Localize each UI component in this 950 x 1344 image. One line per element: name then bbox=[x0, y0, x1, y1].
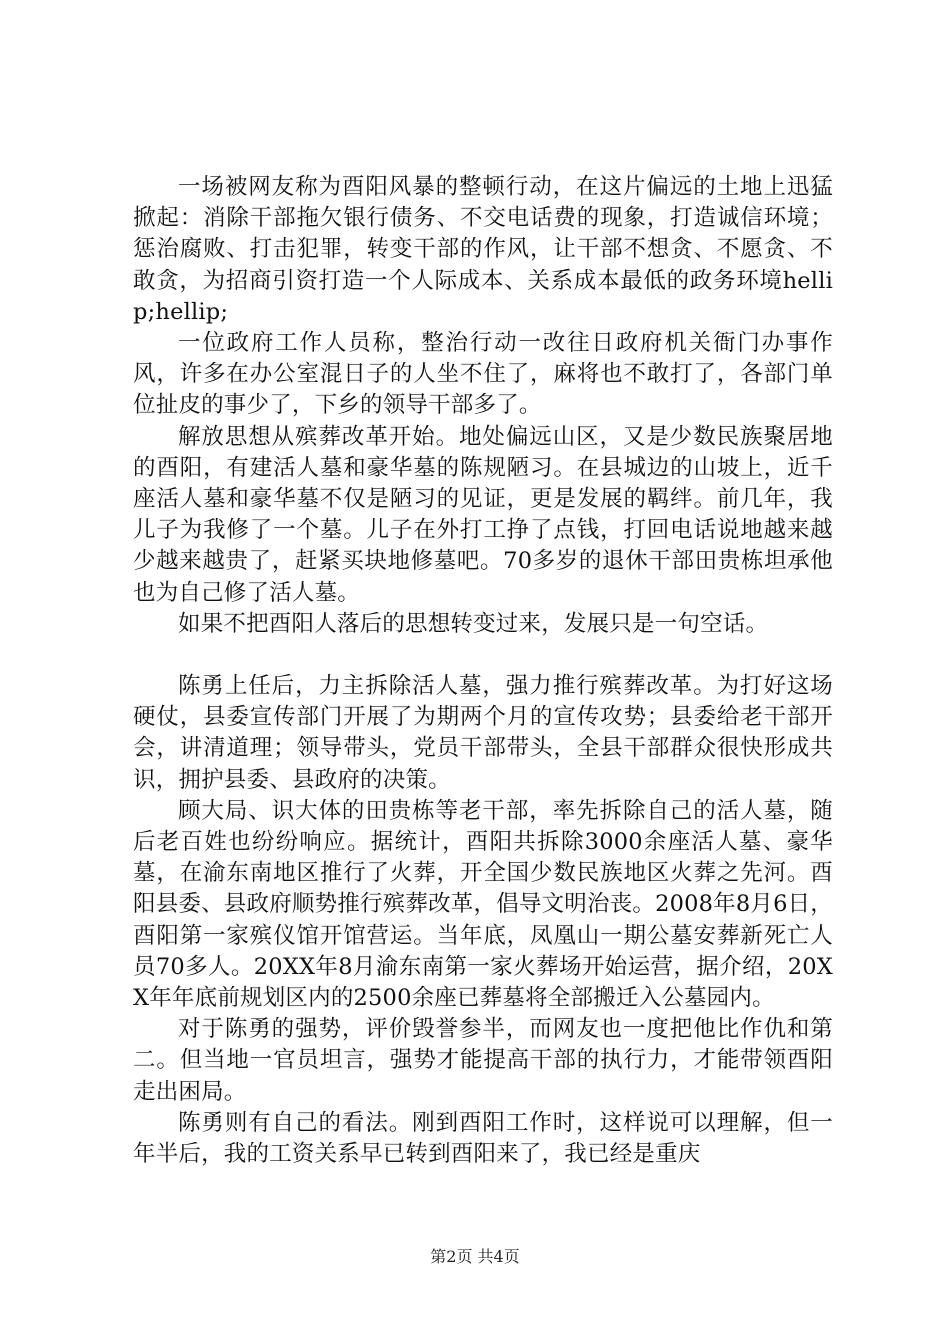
paragraph-7: 对于陈勇的强势，评价毁誉参半，而网友也一度把他比作仇和第二。但当地一官员坦言，强势才能提高干部的执行力，才能带领酉阳走出困局。 bbox=[133, 1016, 833, 1105]
paragraph-1: 一场被网友称为酉阳风暴的整顿行动，在这片偏远的土地上迅猛掀起：消除干部拖欠银行债务、不交电话费的现象，打造诚信环境；惩治腐败、打击犯罪，转变干部的作风，让干部不想贪、不愿贪、不敢贪，为招商引资打造一个人际成本、关系成本最低的政务环境hellip;hellip; bbox=[133, 174, 833, 325]
paragraph-3: 解放思想从殡葬改革开始。地处偏远山区，又是少数民族聚居地的酉阳，有建活人墓和豪华墓的陈规陋习。在县城边的山坡上，近千座活人墓和豪华墓不仅是陋习的见证，更是发展的羁绊。前几年，我儿子为我修了一个墓。儿子在外打工挣了点钱，打回电话说地越来越少越来越贵了，赶紧买块地修墓吧。70多岁的退休干部田贵栋坦承他也为自己修了活人墓。 bbox=[133, 423, 833, 606]
paragraph-5: 陈勇上任后，力主拆除活人墓，强力推行殡葬改革。为打好这场硬仗，县委宣传部门开展了为期两个月的宣传攻势；县委给老干部开会，讲清道理；领导带头，党员干部带头，全县干部群众很快形成共识，拥护县委、县政府的决策。 bbox=[133, 673, 833, 793]
paragraph-8: 陈勇则有自己的看法。刚到酉阳工作时，这样说可以理解，但一年半后，我的工资关系早已转到酉阳来了，我已经是重庆 bbox=[133, 1109, 833, 1168]
paragraph-2: 一位政府工作人员称，整治行动一改往日政府机关衙门办事作风，许多在办公室混日子的人坐不住了，麻将也不敢打了，各部门单位扯皮的事少了，下乡的领导干部多了。 bbox=[133, 330, 833, 419]
paragraph-6: 顾大局、识大体的田贵栋等老干部，率先拆除自己的活人墓，随后老百姓也纷纷响应。据统计，酉阳共拆除3000余座活人墓、豪华墓，在渝东南地区推行了火葬，开全国少数民族地区火葬之先河。酉阳县委、县政府顺势推行殡葬改革，倡导文明治丧。2008年8月6日，酉阳第一家殡仪馆开馆营运。当年底，凤凰山一期公墓安葬新死亡人员70多人。20XX年8月渝东南第一家火葬场开始运营，据介绍，20XX年年底前规划区内的2500余座已葬墓将全部搬迁入公墓园内。 bbox=[133, 797, 833, 1012]
page-number-footer: 第2页 共4页 bbox=[430, 1247, 520, 1266]
paragraph-4: 如果不把酉阳人落后的思想转变过来，发展只是一句空话。 bbox=[178, 610, 769, 637]
article-body bbox=[133, 172, 833, 1170]
